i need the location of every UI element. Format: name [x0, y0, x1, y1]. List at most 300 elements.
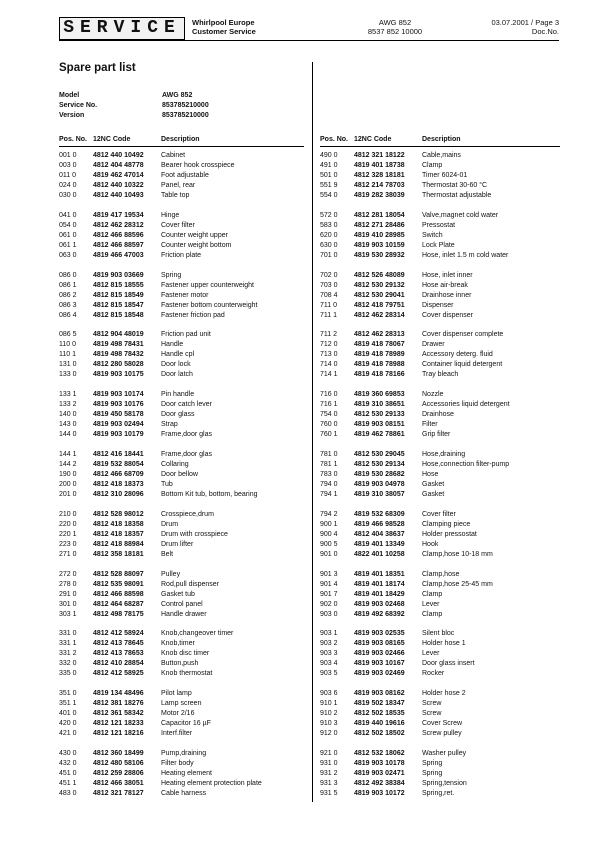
- part-description: Cover dispenser: [422, 311, 473, 319]
- table-row: [320, 649, 560, 659]
- part-position: 708 4: [320, 291, 338, 299]
- part-position: 061 1: [59, 241, 77, 249]
- table-row: [320, 789, 560, 799]
- part-code: 4819 903 08162: [354, 690, 405, 698]
- part-code: 4812 466 88596: [93, 231, 144, 239]
- table-row: [59, 580, 304, 590]
- part-code: 4812 440 10492: [93, 152, 144, 159]
- table-row: [320, 699, 560, 709]
- table-row: [320, 171, 560, 181]
- part-code: 4812 462 28313: [354, 331, 405, 339]
- meta-key: Model: [59, 92, 80, 99]
- table-row: [59, 281, 304, 291]
- part-description: Friction plate: [161, 251, 202, 259]
- part-description: Heating element: [161, 769, 212, 777]
- part-code: 4812 328 18181: [354, 172, 405, 179]
- part-code: 4812 466 68709: [93, 470, 144, 478]
- part-description: Drainhose inner: [422, 291, 472, 299]
- table-row: [59, 400, 304, 410]
- part-position: 011 0: [59, 172, 76, 179]
- part-description: Spring,tension: [422, 779, 467, 787]
- part-code: 4819 450 58178: [93, 411, 144, 419]
- part-description: Collaring: [161, 460, 189, 468]
- table-row: [59, 689, 304, 699]
- part-code: 4819 903 10179: [93, 431, 144, 439]
- part-code: 4812 321 78127: [93, 789, 144, 797]
- part-position: 711 1: [320, 311, 337, 319]
- part-code: 4812 121 18233: [93, 720, 144, 728]
- header-divider: [59, 40, 559, 41]
- table-row: [59, 639, 304, 649]
- part-position: 451 0: [59, 769, 77, 777]
- part-position: 910 2: [320, 710, 338, 718]
- part-position: 903 1: [320, 630, 338, 638]
- part-position: 716 1: [320, 401, 338, 409]
- parts-column-left: [59, 135, 304, 809]
- part-code: 4819 903 10175: [93, 371, 144, 379]
- part-description: Counter weight upper: [161, 231, 228, 239]
- part-code: 4812 502 18502: [354, 730, 405, 738]
- part-position: 490 0: [320, 152, 338, 159]
- part-code: 4819 530 28932: [354, 251, 405, 259]
- part-description: Container liquid detergent: [422, 361, 503, 369]
- table-row: [320, 729, 560, 739]
- part-position: 760 0: [320, 421, 338, 429]
- part-position: 200 0: [59, 480, 77, 488]
- header-code: 12NC Code: [354, 136, 392, 143]
- part-description: Door bellow: [161, 470, 198, 478]
- table-row: [320, 719, 560, 729]
- header-page-block: [491, 18, 559, 36]
- table-row: [320, 390, 560, 400]
- part-description: Drainhose: [422, 411, 454, 419]
- parts-group: [59, 510, 304, 560]
- part-code: 4819 282 38039: [354, 192, 405, 199]
- part-description: Nozzle: [422, 391, 444, 399]
- table-row: [320, 550, 560, 560]
- part-description: Accessory deterg. fluid: [422, 351, 493, 359]
- meta-value: AWG 852: [162, 92, 193, 99]
- parts-group: [59, 211, 304, 261]
- part-position: 054 0: [59, 221, 77, 229]
- part-code: 4812 480 58106: [93, 759, 144, 767]
- meta-value: 853785210000: [162, 102, 209, 109]
- part-description: Lock Plate: [422, 241, 455, 249]
- table-row: [59, 211, 304, 221]
- table-row: [320, 540, 560, 550]
- part-position: 794 0: [320, 480, 338, 488]
- parts-group: [59, 390, 304, 440]
- part-description: Holder hose 2: [422, 690, 466, 698]
- part-position: 401 0: [59, 710, 77, 718]
- part-description: Silent bloc: [422, 630, 455, 638]
- part-code: 4819 401 18351: [354, 570, 405, 578]
- meta-key: Version: [59, 112, 85, 119]
- part-code: 4812 464 68287: [93, 600, 144, 608]
- part-code: 4812 412 58924: [93, 630, 144, 638]
- part-code: 4812 530 29134: [354, 460, 405, 468]
- table-row: [320, 590, 560, 600]
- part-description: Pressostat: [422, 221, 456, 229]
- part-description: Heating element protection plate: [161, 779, 262, 787]
- part-position: 110 1: [59, 351, 76, 359]
- part-code: 4819 498 78432: [93, 351, 144, 359]
- parts-group: [320, 151, 560, 201]
- table-row: [320, 669, 560, 679]
- table-row: [59, 709, 304, 719]
- part-code: 4819 418 78988: [354, 361, 405, 369]
- part-code: 4812 418 18358: [93, 520, 144, 528]
- part-position: 331 1: [59, 640, 77, 648]
- part-position: 554 0: [320, 192, 338, 199]
- part-description: Clamp: [422, 610, 443, 618]
- part-position: 583 0: [320, 221, 338, 229]
- part-description: Rocker: [422, 670, 445, 678]
- table-row: [59, 729, 304, 739]
- parts-group: [59, 151, 304, 201]
- parts-list-left: [59, 151, 304, 799]
- part-code: 4819 532 88054: [93, 460, 144, 468]
- part-description: Dispenser: [422, 301, 454, 309]
- part-description: Knob thermostat: [161, 670, 213, 678]
- table-row: [320, 470, 560, 480]
- table-row: [59, 241, 304, 251]
- part-description: Pulley: [161, 570, 181, 578]
- part-description: Handle drawer: [161, 610, 207, 618]
- table-row: [320, 151, 560, 161]
- part-description: Hook: [422, 540, 439, 548]
- part-position: 910 1: [320, 700, 338, 708]
- part-position: 086 4: [59, 311, 77, 319]
- part-description: Frame,door glas: [161, 450, 212, 458]
- part-position: 331 2: [59, 650, 77, 658]
- table-row: [320, 510, 560, 520]
- part-code: 4819 418 78166: [354, 371, 405, 379]
- table-row: [320, 161, 560, 171]
- table-row: [59, 669, 304, 679]
- part-code: 4819 310 38651: [354, 401, 405, 409]
- header-service-no: 8537 852 10000: [367, 27, 423, 36]
- part-position: 620 0: [320, 231, 338, 239]
- part-position: 291 0: [59, 590, 77, 598]
- part-code: 4812 381 18276: [93, 700, 144, 708]
- part-description: Thermostat 30-60 °C: [422, 182, 488, 189]
- part-description: Fastener motor: [161, 291, 209, 299]
- part-position: 572 0: [320, 211, 338, 219]
- table-row: [320, 370, 560, 380]
- part-code: 4812 121 18216: [93, 730, 144, 738]
- table-row: [59, 221, 304, 231]
- part-code: 4812 321 18122: [354, 152, 405, 159]
- part-position: 702 0: [320, 271, 338, 279]
- part-description: Cable harness: [161, 789, 207, 797]
- part-position: 754 0: [320, 411, 338, 419]
- part-description: Clamp,hose 25-45 mm: [422, 580, 493, 588]
- part-description: Accessories liquid detergent: [422, 401, 510, 409]
- department-name: Customer Service: [192, 27, 256, 36]
- page-title: Spare part list: [59, 62, 136, 74]
- company-name: Whirlpool Europe: [192, 18, 255, 27]
- part-description: Spring,ret.: [422, 789, 455, 797]
- part-code: 4812 530 29132: [354, 281, 405, 289]
- part-code: 4819 903 04978: [354, 480, 405, 488]
- table-row: [59, 779, 304, 789]
- part-description: Fastener upper counterweight: [161, 281, 254, 289]
- table-row: [320, 191, 560, 201]
- table-row: [59, 600, 304, 610]
- part-description: Control panel: [161, 600, 203, 608]
- part-position: 432 0: [59, 759, 77, 767]
- table-row: [59, 191, 304, 201]
- part-code: 4819 903 02468: [354, 600, 405, 608]
- part-position: 903 2: [320, 640, 338, 648]
- part-code: 4812 404 48778: [93, 162, 144, 169]
- column-header-rule: [59, 146, 304, 147]
- parts-group: [59, 271, 304, 321]
- part-description: Frame,door glas: [161, 431, 212, 439]
- table-row: [320, 360, 560, 370]
- part-position: 351 0: [59, 690, 77, 698]
- table-row: [320, 231, 560, 241]
- part-code: 4822 401 10258: [354, 550, 405, 558]
- table-row: [59, 719, 304, 729]
- part-position: 910 3: [320, 720, 338, 728]
- part-position: 903 5: [320, 670, 338, 678]
- part-position: 220 1: [59, 530, 77, 538]
- part-position: 781 0: [320, 450, 338, 458]
- table-row: [320, 340, 560, 350]
- header-code: 12NC Code: [93, 136, 131, 143]
- part-code: 4812 530 29041: [354, 291, 405, 299]
- table-row: [59, 699, 304, 709]
- part-code: 4819 418 78067: [354, 341, 405, 349]
- part-position: 794 2: [320, 510, 338, 518]
- part-position: 901 4: [320, 580, 338, 588]
- parts-group: [320, 450, 560, 500]
- part-description: Cable,mains: [422, 152, 461, 159]
- table-row: [59, 161, 304, 171]
- parts-group: [59, 450, 304, 500]
- parts-group: [320, 689, 560, 739]
- part-code: 4812 271 28486: [354, 221, 405, 229]
- table-row: [59, 450, 304, 460]
- part-code: 4812 498 78175: [93, 610, 144, 618]
- part-position: 003 0: [59, 162, 77, 169]
- table-row: [320, 480, 560, 490]
- part-position: 901 0: [320, 550, 338, 558]
- part-position: 551 9: [320, 182, 338, 189]
- part-position: 901 3: [320, 570, 338, 578]
- table-row: [59, 251, 304, 261]
- part-position: 903 4: [320, 660, 338, 668]
- part-description: Screw: [422, 710, 442, 718]
- table-row: [59, 490, 304, 500]
- part-code: 4812 440 10322: [93, 182, 144, 189]
- table-row: [320, 281, 560, 291]
- part-code: 4819 418 78989: [354, 351, 405, 359]
- parts-group: [59, 689, 304, 739]
- part-position: 714 1: [320, 371, 338, 379]
- part-position: 220 0: [59, 520, 77, 528]
- part-description: Drawer: [422, 341, 445, 349]
- part-code: 4819 401 18174: [354, 580, 405, 588]
- part-description: Lamp screen: [161, 700, 202, 708]
- header-date-page: 03.07.2001 / Page 3: [491, 18, 559, 27]
- part-position: 131 0: [59, 361, 77, 369]
- parts-group: [59, 570, 304, 620]
- table-row: [320, 629, 560, 639]
- table-row: [320, 689, 560, 699]
- part-position: 331 0: [59, 630, 77, 638]
- part-code: 4812 535 98091: [93, 580, 144, 588]
- part-description: Motor 2/16: [161, 710, 195, 718]
- part-description: Gasket: [422, 480, 445, 488]
- part-description: Rod,pull dispenser: [161, 580, 219, 588]
- part-position: 086 5: [59, 331, 77, 339]
- table-row: [320, 301, 560, 311]
- table-row: [320, 311, 560, 321]
- part-code: 4819 492 68392: [354, 610, 405, 618]
- parts-group: [320, 749, 560, 799]
- part-description: Tub: [161, 480, 173, 488]
- part-description: Capacitor 16 µF: [161, 720, 211, 728]
- part-description: Cover dispenser complete: [422, 331, 504, 339]
- part-description: Spring: [422, 759, 443, 767]
- part-code: 4819 417 19534: [93, 211, 144, 219]
- table-row: [59, 370, 304, 380]
- part-position: 335 0: [59, 670, 77, 678]
- parts-group: [59, 330, 304, 380]
- part-code: 4812 530 29045: [354, 450, 405, 458]
- part-code: 4819 903 02535: [354, 630, 405, 638]
- part-code: 4812 259 28806: [93, 769, 144, 777]
- part-description: Gasket tub: [161, 590, 195, 598]
- column-divider: [312, 62, 313, 802]
- part-position: 190 0: [59, 470, 77, 478]
- part-description: Fastener friction pad: [161, 311, 225, 319]
- header-model-block: [350, 18, 440, 36]
- part-code: 4819 134 48496: [93, 690, 144, 698]
- part-description: Lever: [422, 600, 440, 608]
- table-row: [320, 271, 560, 281]
- part-code: 4812 358 18181: [93, 550, 144, 558]
- part-position: 024 0: [59, 182, 77, 189]
- part-position: 903 0: [320, 610, 338, 618]
- table-row: [320, 450, 560, 460]
- part-position: 140 0: [59, 411, 77, 419]
- part-code: 4819 903 02494: [93, 421, 144, 429]
- part-position: 921 0: [320, 749, 338, 757]
- part-position: 271 0: [59, 550, 77, 558]
- part-description: Knob,timer: [161, 640, 195, 648]
- part-code: 4812 410 28854: [93, 660, 144, 668]
- part-description: Door catch lever: [161, 401, 212, 409]
- part-description: Drum with crosspiece: [161, 530, 228, 538]
- part-position: 421 0: [59, 730, 77, 738]
- part-position: 144 2: [59, 460, 77, 468]
- part-description: Hose air-break: [422, 281, 468, 289]
- part-position: 714 0: [320, 361, 338, 369]
- table-row: [320, 749, 560, 759]
- table-row: [59, 610, 304, 620]
- part-code: 4819 903 10174: [93, 391, 144, 399]
- part-code: 4812 413 78645: [93, 640, 144, 648]
- parts-list-right: [320, 151, 560, 799]
- part-description: Friction pad unit: [161, 331, 211, 339]
- header-pos: Pos. No.: [59, 136, 88, 143]
- part-code: 4812 413 78653: [93, 650, 144, 658]
- part-description: Screw pulley: [422, 730, 462, 738]
- part-description: Pin handle: [161, 391, 195, 399]
- part-code: 4812 418 18373: [93, 480, 144, 488]
- part-position: 086 1: [59, 281, 77, 289]
- part-position: 110 0: [59, 341, 76, 349]
- part-description: Valve,magnet cold water: [422, 211, 499, 219]
- part-description: Clamp,hose 10-18 mm: [422, 550, 493, 558]
- part-description: Filter body: [161, 759, 194, 767]
- part-position: 061 0: [59, 231, 77, 239]
- part-description: Clamp,hose: [422, 570, 460, 578]
- part-position: 900 4: [320, 530, 338, 538]
- part-description: Foot adjustable: [161, 172, 209, 179]
- part-code: 4812 360 18499: [93, 749, 144, 757]
- part-description: Knob,changeover timer: [161, 630, 234, 638]
- part-description: Pilot lamp: [161, 690, 192, 698]
- part-position: 133 2: [59, 401, 77, 409]
- table-row: [59, 480, 304, 490]
- part-description: Cover filter: [161, 221, 195, 229]
- part-code: 4819 903 03669: [93, 271, 144, 279]
- part-description: Hose, inlet inner: [422, 271, 473, 279]
- part-position: 931 0: [320, 759, 338, 767]
- part-position: 201 0: [59, 490, 77, 498]
- part-code: 4812 281 18054: [354, 211, 405, 219]
- part-position: 900 1: [320, 520, 338, 528]
- part-description: Screw: [422, 700, 442, 708]
- part-position: 001 0: [59, 152, 77, 159]
- table-row: [320, 350, 560, 360]
- part-position: 272 0: [59, 570, 77, 578]
- part-position: 210 0: [59, 510, 77, 518]
- part-code: 4819 903 10167: [354, 660, 405, 668]
- part-code: 4812 815 18549: [93, 291, 144, 299]
- part-description: Drum lifter: [161, 540, 194, 548]
- part-position: 900 5: [320, 540, 338, 548]
- part-code: 4812 310 28096: [93, 490, 144, 498]
- part-description: Holder pressostat: [422, 530, 477, 538]
- part-position: 086 2: [59, 291, 77, 299]
- part-position: 303 1: [59, 610, 77, 618]
- part-code: 4819 530 28682: [354, 470, 405, 478]
- part-position: 931 2: [320, 769, 338, 777]
- part-description: Hose,connection filter-pump: [422, 460, 510, 468]
- header-desc: Description: [422, 136, 461, 143]
- service-label: SERVICE: [59, 17, 185, 40]
- part-description: Lever: [422, 650, 440, 658]
- table-row: [59, 430, 304, 440]
- part-code: 4819 462 78861: [354, 431, 405, 439]
- part-code: 4812 416 18441: [93, 450, 144, 458]
- table-row: [320, 420, 560, 430]
- part-code: 4812 214 78703: [354, 182, 405, 189]
- part-code: 4819 532 68309: [354, 510, 405, 518]
- parts-group: [320, 510, 560, 560]
- table-row: [320, 570, 560, 580]
- table-row: [320, 600, 560, 610]
- part-description: Holder hose 1: [422, 640, 466, 648]
- table-row: [59, 301, 304, 311]
- table-row: [59, 570, 304, 580]
